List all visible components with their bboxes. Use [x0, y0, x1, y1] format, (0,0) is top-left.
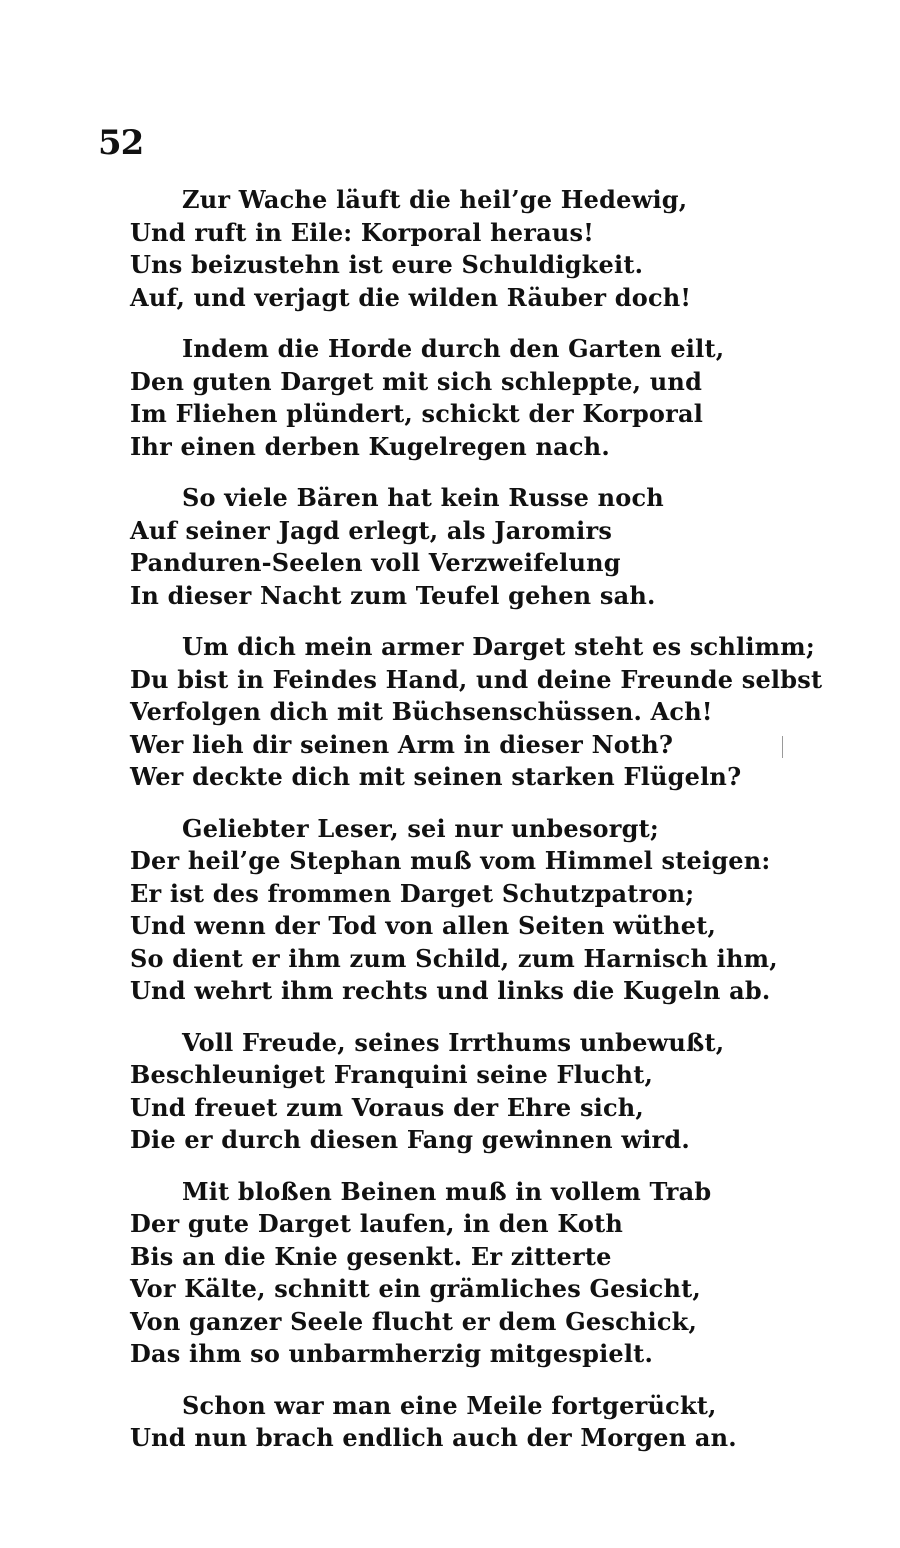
verse-line: Panduren-Seelen voll Verzweifelung	[130, 548, 621, 577]
margin-mark	[782, 736, 783, 758]
verse-line: Und nun brach endlich auch der Morgen an.	[130, 1423, 737, 1452]
verse-line: Das ihm so unbarmherzig mitgespielt.	[130, 1339, 654, 1368]
verse-line: Und freuet zum Voraus der Ehre sich,	[130, 1092, 644, 1122]
stanza	[130, 1176, 810, 1371]
verse-line: Beschleuniget Franquini seine Flucht,	[130, 1060, 654, 1089]
verse-line: Die er durch diesen Fang gewinnen wird.	[130, 1125, 690, 1154]
verse-line: Auf seiner Jagd erlegt, als Jaromirs	[130, 515, 613, 545]
stanza	[130, 813, 810, 1008]
verse-line: Der heil’ge Stephan muß vom Himmel steigen:	[130, 846, 771, 875]
verse-line: So viele Bären hat kein Russe noch	[182, 483, 664, 512]
verse-line: Mit bloßen Beinen muß in vollem Trab	[182, 1176, 712, 1206]
verse-line: Von ganzer Seele flucht er dem Geschick,	[130, 1306, 698, 1336]
verse-line: Indem die Horde durch den Garten eilt,	[182, 334, 725, 363]
verse-line: Wer deckte dich mit seinen starken Flügeln?	[130, 762, 742, 791]
stanza	[130, 333, 810, 463]
page-number: 52	[98, 123, 144, 163]
stanza	[130, 1390, 810, 1455]
verse-line: Bis an die Knie gesenkt. Er zitterte	[130, 1241, 612, 1271]
verse-line: Vor Kälte, schnitt ein grämliches Gesicht,	[130, 1274, 701, 1303]
verse-line: Und wenn der Tod von allen Seiten wüthet,	[130, 911, 717, 940]
verse-line: Den guten Darget mit sich schleppte, und	[130, 366, 703, 396]
stanza	[130, 184, 810, 314]
verse-line: Du bist in Feindes Hand, und deine Freunde selbst	[130, 664, 823, 694]
stanza	[130, 482, 810, 612]
verse-line: Und wehrt ihm rechts und links die Kugeln ab.	[130, 976, 771, 1005]
verse-line: Um dich mein armer Darget steht es schlimm;	[182, 632, 815, 661]
verse-line: In dieser Nacht zum Teufel gehen sah.	[130, 580, 656, 610]
verse-line: Auf, und verjagt die wilden Räuber doch!	[130, 282, 692, 312]
poem-text	[130, 184, 823, 1473]
verse-line: Im Fliehen plündert, schickt der Korporal	[130, 399, 704, 428]
verse-line: Und ruft in Eile: Korporal heraus!	[130, 217, 594, 247]
verse-line: So dient er ihm zum Schild, zum Harnisch ihm,	[130, 943, 778, 973]
verse-line: Zur Wache läuft die heil’ge Hedewig,	[182, 185, 688, 214]
verse-line: Voll Freude, seines Irrthums unbewußt,	[182, 1027, 725, 1057]
stanza	[130, 1027, 810, 1157]
verse-line: Ihr einen derben Kugelregen nach.	[130, 431, 610, 461]
verse-line: Der gute Darget laufen, in den Koth	[130, 1209, 624, 1238]
verse-line: Wer lieh dir seinen Arm in dieser Noth?	[130, 729, 674, 759]
verse-line: Verfolgen dich mit Büchsenschüssen. Ach!	[130, 697, 713, 726]
verse-line: Er ist des frommen Darget Schutzpatron;	[130, 878, 695, 908]
verse-line: Geliebter Leser, sei nur unbesorgt;	[182, 813, 659, 843]
verse-line: Uns beizustehn ist eure Schuldigkeit.	[130, 250, 644, 279]
stanza	[130, 631, 823, 794]
verse-line: Schon war man eine Meile fortgerückt,	[182, 1390, 717, 1420]
